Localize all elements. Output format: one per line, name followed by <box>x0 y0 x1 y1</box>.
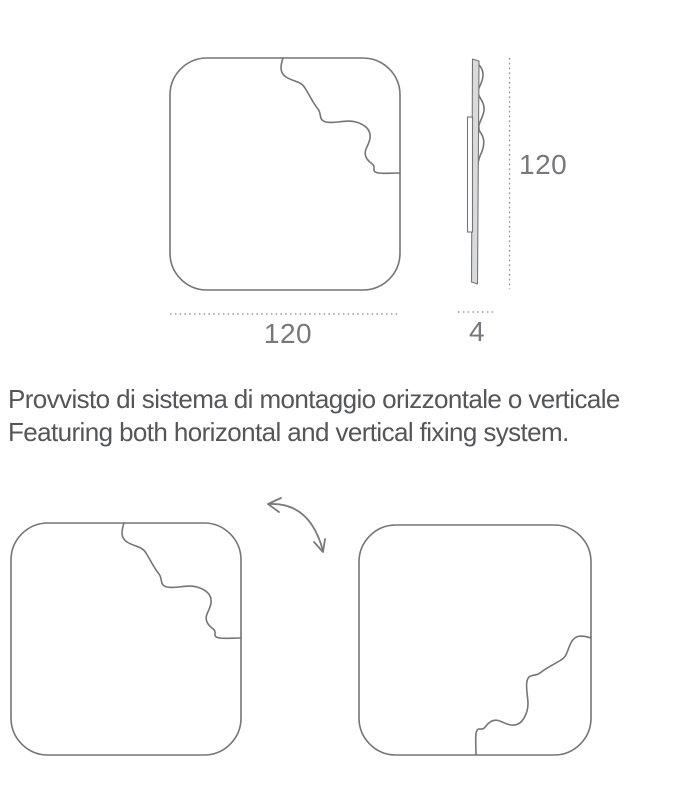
vertical-orientation-drawing <box>359 525 591 755</box>
mounting-description <box>8 383 698 449</box>
front-view-drawing <box>170 58 400 290</box>
mounting-description-english: Featuring both horizontal and vertical fixing system. <box>8 417 569 447</box>
side-height-dimension-label: 120 <box>519 149 568 180</box>
side-depth-dimension-label: 4 <box>468 316 486 347</box>
mounting-description-italian: Provvisto di sistema di montaggio orizzontale o verticale <box>8 384 620 414</box>
side-view-drawing <box>468 59 485 284</box>
rotation-arrow-icon <box>268 498 325 552</box>
front-width-dimension-label: 120 <box>263 318 313 349</box>
horizontal-orientation-drawing <box>11 523 241 755</box>
side-view-mounting-bracket <box>468 117 473 232</box>
